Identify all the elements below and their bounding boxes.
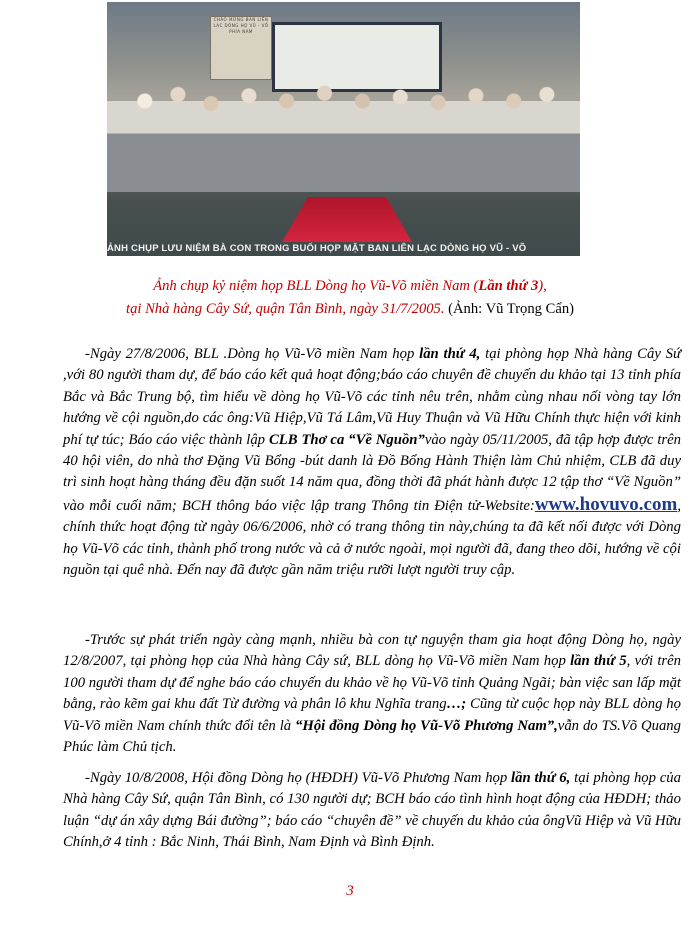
photo-crowd [107,62,580,192]
para-text: vào ngày 05/11/2005, đã tập hợp được trên 40 hội viên, do nhà thơ Đặng Vũ Bổng -bút danh là Đồ Bổng Hành Thiện làm Chủ nhiệm, CLB đã duy trì sinh hoạt hàng tháng đều đặn suốt 14 năm qua, đồng thời đã phát hành được 12 tập thơ “Về Nguồn” vào mỗi cuối năm; BCH thông báo việc lập trang Thông tin Điện tử-Website: [63,431,682,514]
caption-bold: Lần thứ 3 [478,278,539,294]
welcome-sign-text: CHÀO MỪNG BAN LIÊN LẠC DÒNG HỌ VŨ - VÕ PHÍA NAM [213,17,269,34]
para-text: tại phòng họp Nhà hàng Cây Sứ ,với 80 người tham dự, để báo cáo kết quả hoạt động;báo cáo chuyên đề chuyến du khảo tại 13 tỉnh phía Bắc và Bắc Trung bộ, tìm hiểu về dòng họ Vũ-Võ các tỉnh nêu trên, nhằm cùng nhau nối vòng tay lớn hướng về cội nguồn,do các ông:Vũ Hiệp,Vũ Tá Lâm,Vũ Huy Thuận và Vũ Hữu Chính thực hiện với kinh phí tự túc; Báo cáo việc thành lập [63,346,681,448]
para-bold: lần thứ 4, [419,346,481,362]
red-carpet [282,197,412,242]
caption-text: ), [538,278,547,294]
photo-caption-line2 [0,300,700,319]
para-text: tại phòng họp của Nhà hàng Cây Sứ, quận Tân Bình, có 130 người dự; BCH báo cáo tình hình hoạt động của HĐDH; thảo luận “dự án xây dựng Bái đường”; báo cáo “chuyên đề” về chuyến du khảo của ôngVũ Hiệp và Vũ Hữu Chính,ở 4 tỉnh : Bắc Ninh, Thái Bình, Nam Định và Bình Định. [63,770,681,851]
photo-caption-line1 [0,277,700,296]
para-text: -Trước sự phát triển ngày càng mạnh, nhiều bà con tự nguyện tham gia hoạt động Dòng họ, ngày 12/8/2007, tại phòng họp của Nhà hàng Cây sứ, BLL dòng họ Vũ-Võ miền Nam họp [63,632,681,670]
paragraph-meeting-5 [63,630,681,758]
para-text: -Ngày 27/8/2006, BLL .Dòng họ Vũ-Võ miền Nam họp [85,346,420,362]
caption-text: Ảnh chụp kỷ niệm họp BLL Dòng họ Vũ-Võ miền Nam ( [153,278,479,294]
para-text: vẫn do TS.Võ Quang Phúc làm Chủ tịch. [63,717,681,756]
para-text: Cũng từ cuộc họp này BLL dòng họ Vũ-Võ miền Nam chính thức đổi tên là [63,696,681,734]
para-bold: lần thứ 5 [570,653,627,670]
para-bold: “Hội đồng Dòng họ Vũ-Võ Phương Nam”, [295,717,558,734]
page-number: 3 [346,883,354,899]
para-bold: lần thứ 6, [511,770,571,786]
photo-embedded-caption: ẢNH CHỤP LƯU NIỆM BÀ CON TRONG BUỔI HỌP MẶT BAN LIÊN LẠC DÒNG HỌ VŨ - VÕ [107,243,527,254]
caption-credit: (Ảnh: Vũ Trọng Cẩn) [444,301,574,317]
para-text: , chính thức hoạt động từ ngày 06/6/2006, nhờ có trang thông tin này,chúng ta đã kết nối được với Dòng họ Vũ-Võ các tỉnh, thành phố trong nước và cả ở nước ngoài, mọi người đã, đang theo dõi, hướng về cội nguồn tại quê nhà. Đến nay đã được gần năm triệu rưỡi lượt người truy cập. [63,497,681,579]
paragraph-meeting-6 [63,768,681,854]
para-bold: CLB Thơ ca “Về Nguồn” [268,431,425,448]
paragraph-meeting-4 [63,344,681,581]
website-link[interactable]: www.hovuvo.com [534,493,678,515]
group-photo [107,2,580,256]
para-text: , với trên 100 người tham dự để nghe báo cáo chuyến du khảo về họ Vũ-Võ tỉnh Quảng Ngãi; bàn việc san lấp mặt bằng, rào kẽm gai khu đất Từ đường và phân lô khu Nghĩa trang [63,653,681,713]
para-text: -Ngày 10/8/2008, Hội đồng Dòng họ (HĐDH) Vũ-Võ Phương Nam họp [85,770,512,786]
caption-text: tại Nhà hàng Cây Sứ, quận Tân Bình, ngày 31/7/2005. [126,301,445,317]
para-bold: …; [446,696,467,713]
